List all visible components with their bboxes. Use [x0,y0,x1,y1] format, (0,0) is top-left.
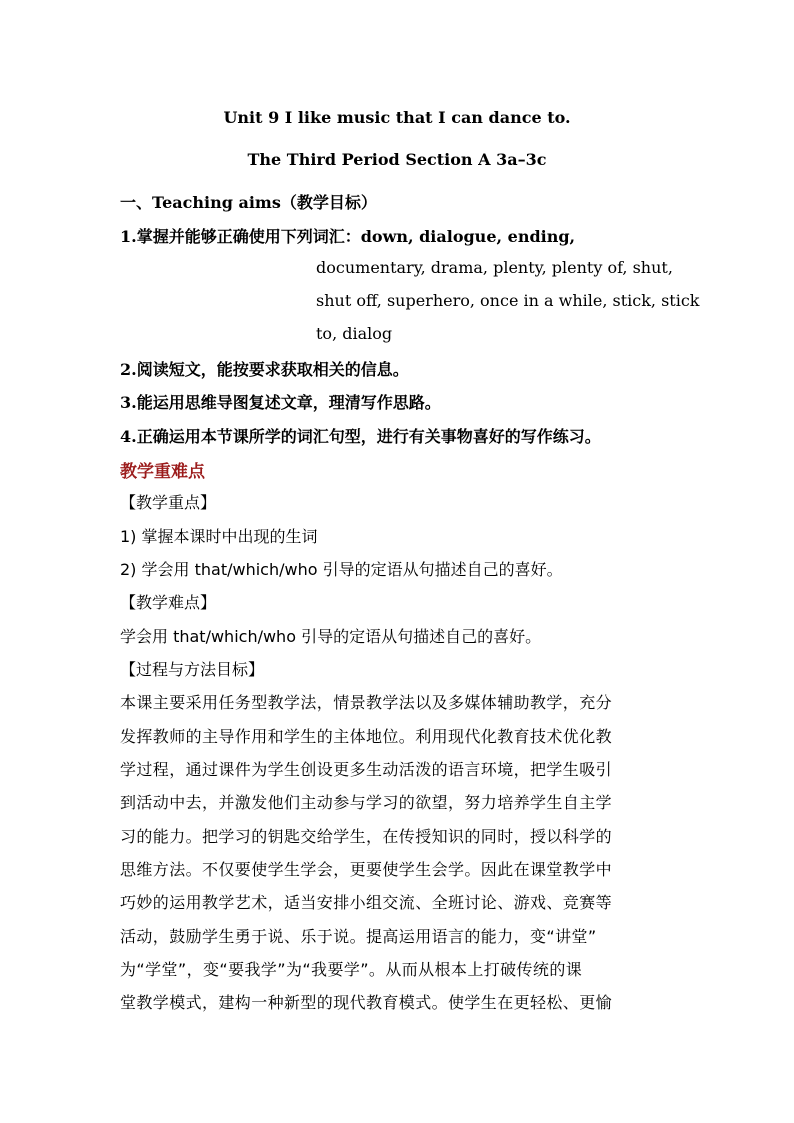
process-paragraph-line: 巧妙的运用教学艺术，适当安排小组交流、全班讨论、游戏、竞赛等 [120,893,613,912]
aim-item-4: 4.正确运用本节课所学的词汇句型，进行有关事物喜好的写作练习。 [120,427,601,446]
document-subtitle: The Third Period Section A 3a–3c [247,150,547,169]
aim-item-1: 1.掌握并能够正确使用下列词汇：down, dialogue, ending, [120,227,576,246]
vocab-line: shut off, superhero, once in a while, stick, stick [316,291,700,310]
difficulty-heading: 【教学难点】 [120,593,217,612]
process-paragraph-line: 发挥教师的主导作用和学生的主体地位。利用现代化教育技术优化教 [120,727,613,746]
process-paragraph-line: 学过程，通过课件为学生创设更多生动活泼的语言环境，把学生吸引 [120,760,613,779]
process-paragraph-line: 本课主要采用任务型教学法，情景教学法以及多媒体辅助教学，充分 [120,693,613,712]
process-paragraph-line: 思维方法。不仅要使学生学会，更要使学生会学。因此在课堂教学中 [120,860,613,879]
process-paragraph-line: 活动，鼓励学生勇于说、乐于说。提高运用语言的能力，变“讲堂” [120,927,597,946]
aim-item-2: 2.阅读短文，能按要求获取相关的信息。 [120,360,409,379]
focus-item-2: 2) 学会用 that/which/who 引导的定语从句描述自己的喜好。 [120,560,563,579]
vocab-line: documentary, drama, plenty, plenty of, shut, [316,258,673,277]
process-paragraph-line: 到活动中去，并激发他们主动参与学习的欲望，努力培养学生自主学 [120,793,613,812]
aim-item-3: 3.能运用思维导图复述文章，理清写作思路。 [120,393,441,412]
vocab-line: to, dialog [316,324,393,343]
focus-item-1: 1) 掌握本课时中出现的生词 [120,527,318,546]
process-paragraph-line: 为“学堂”，变“要我学”为“我要学”。从而从根本上打破传统的课 [120,960,583,979]
difficulty-text: 学会用 that/which/who 引导的定语从句描述自己的喜好。 [120,627,542,646]
process-heading: 【过程与方法目标】 [120,660,265,679]
process-paragraph-line: 堂教学模式，建构一种新型的现代教育模式。使学生在更轻松、更愉 [120,993,613,1012]
process-paragraph-line: 习的能力。把学习的钥匙交给学生，在传授知识的同时，授以科学的 [120,827,613,846]
document-title: Unit 9 I like music that I can dance to. [223,108,571,127]
focus-heading: 【教学重点】 [120,493,217,512]
key-points-heading: 教学重难点 [120,462,205,482]
teaching-aims-heading: 一、Teaching aims（教学目标） [120,193,377,212]
